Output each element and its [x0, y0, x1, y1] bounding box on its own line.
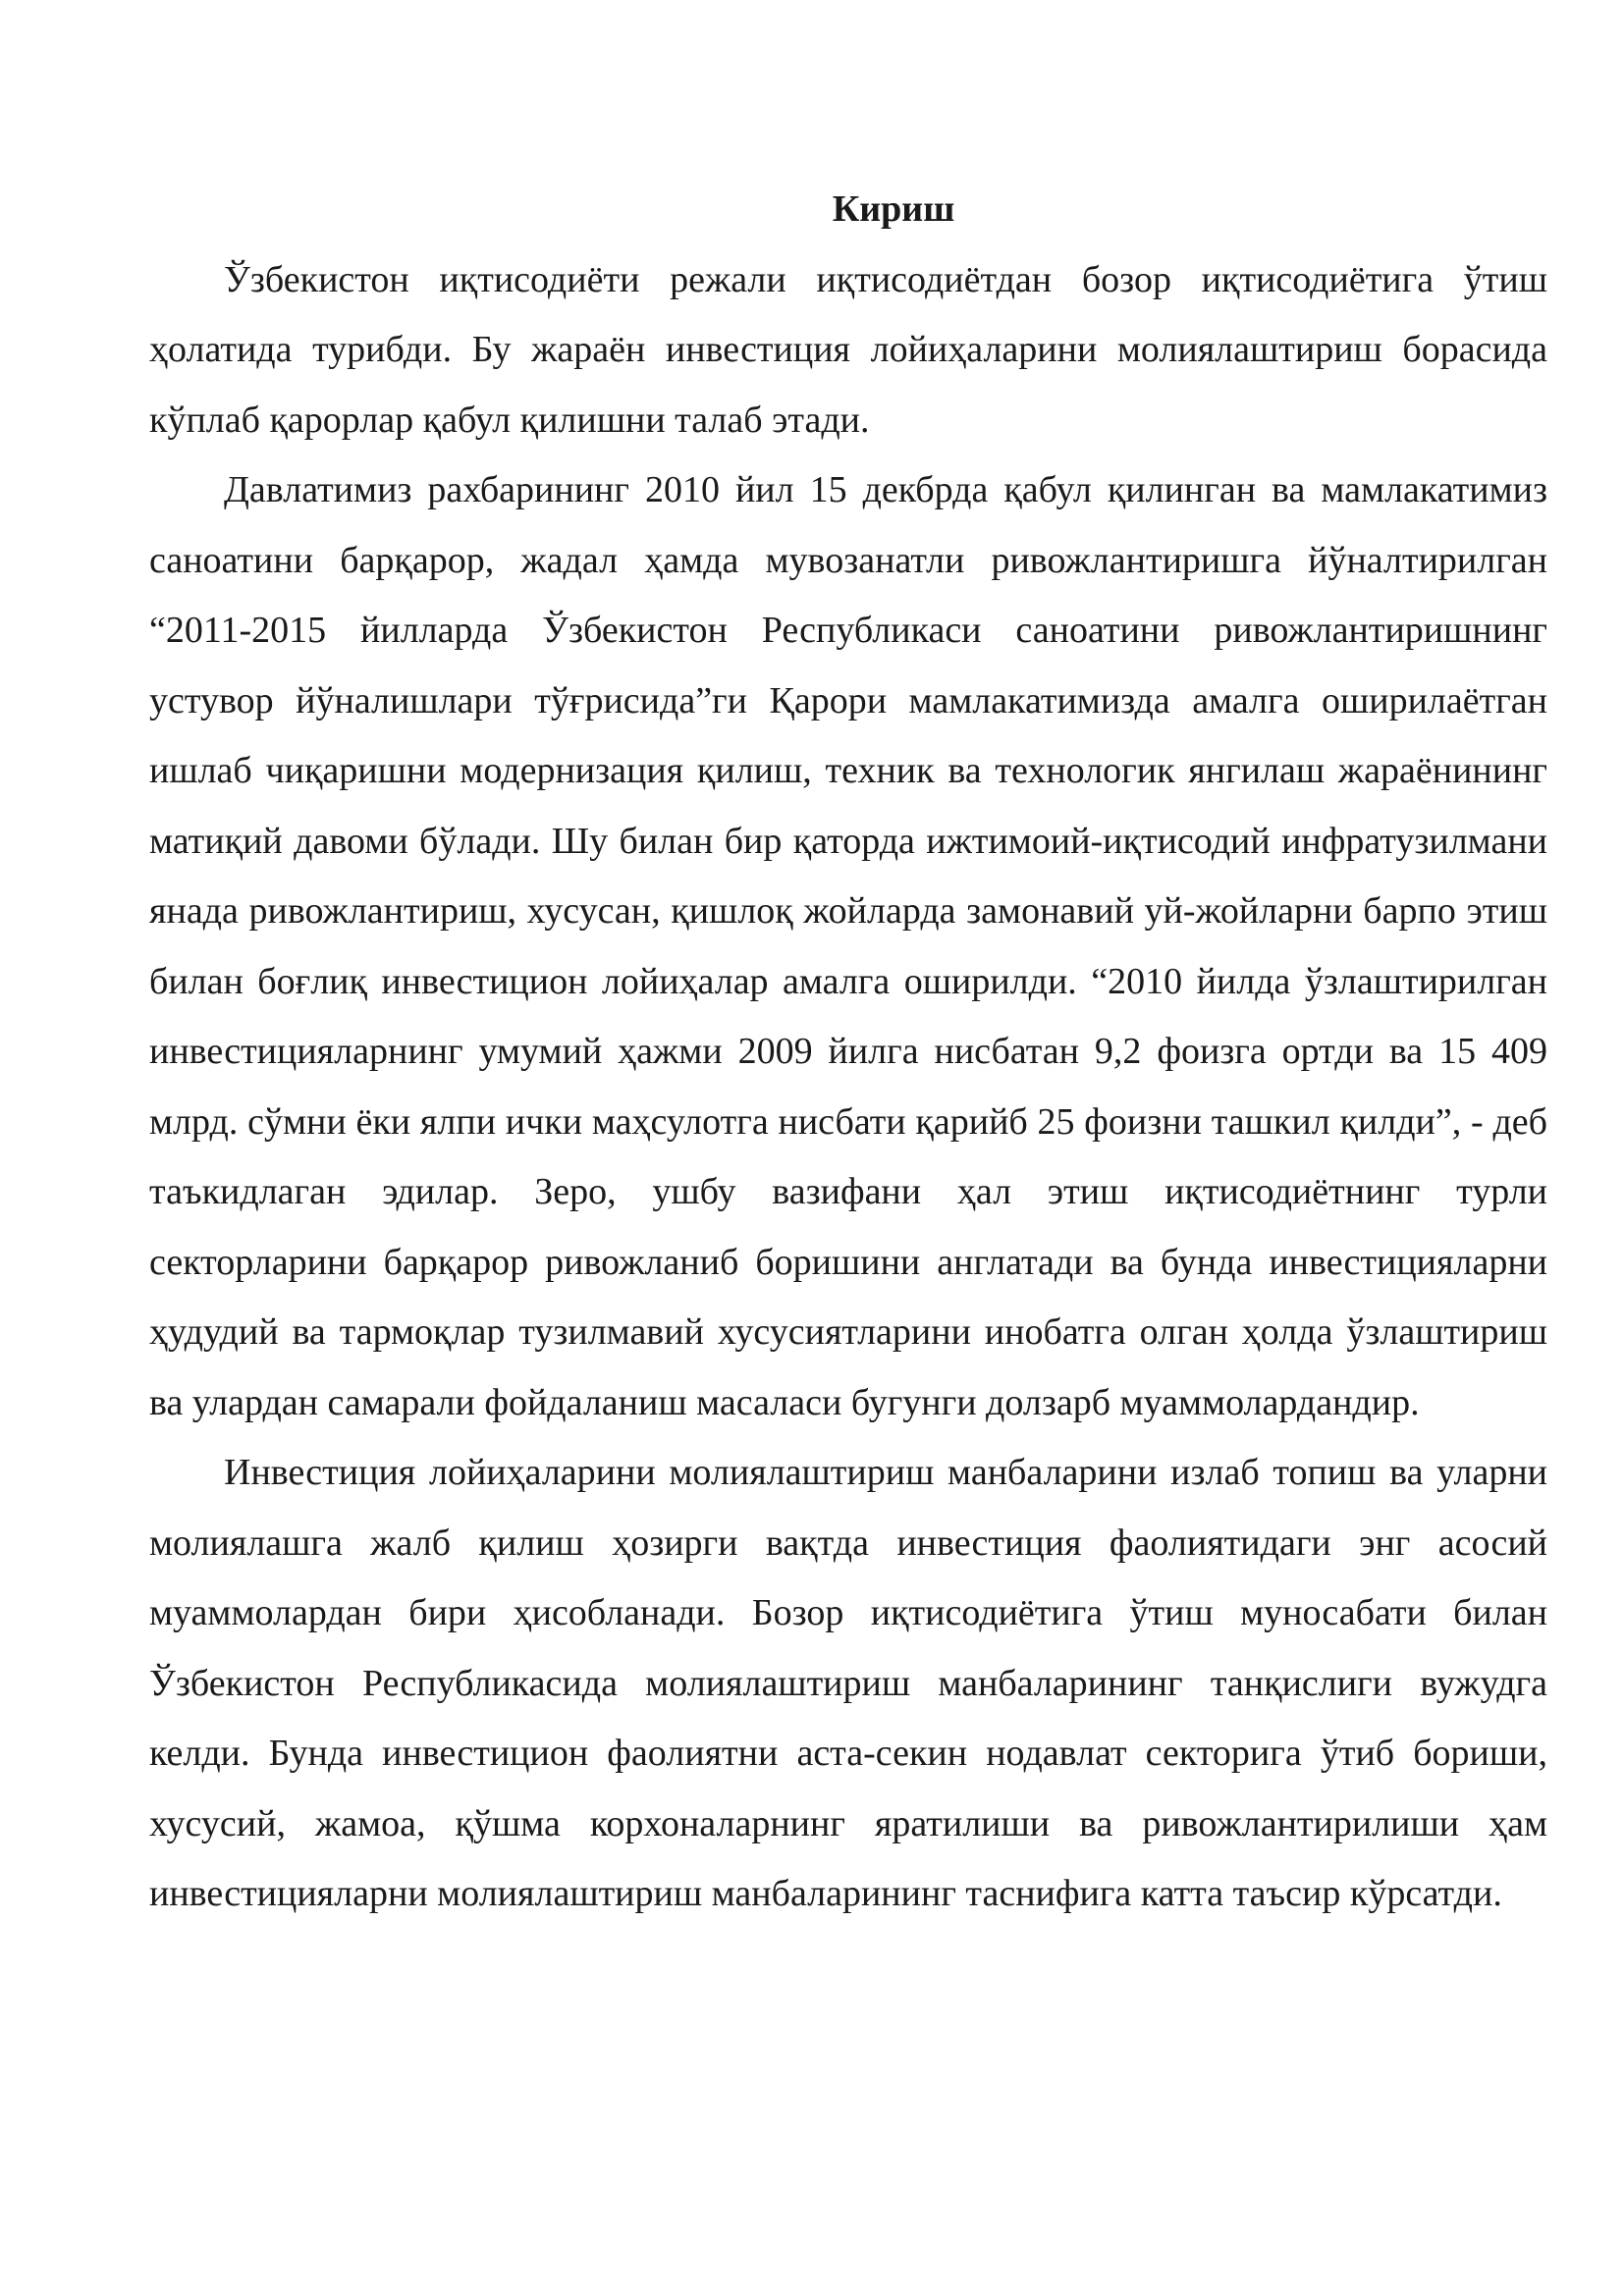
paragraph-2: Давлатимиз рахбарининг 2010 йил 15 декбрда қабул қилинган ва мамлакатимиз саноатини барқарор, жадал ҳамда мувозанатли ривожлантиришга йўналтирилган “2011-2015 йилларда Ўзбекистон Республикаси саноатини ривожлантиришнинг устувор йўналишлари тўғрисида”ги Қарори мамлакатимизда амалга оширилаётган ишлаб чиқаришни модернизация қилиш, техник ва технологик янгилаш жараёнининг матиқий давоми бўлади. Шу билан бир қаторда ижтимоий-иқтисодий инфратузилмани янада ривожлантириш, хусусан, қишлоқ жойларда замонавий уй-жойларни барпо этиш билан боғлиқ инвестицион лойиҳалар амалга оширилди. “2010 йилда ўзлаштирилган инвестицияларнинг умумий ҳажми 2009 йилга нисбатан 9,2 фоизга ортди ва 15 409 млрд. сўмни ёки ялпи ички маҳсулотга нисбати қарийб 25 фоизни ташкил қилди”, - деб таъкидлаган эдилар. Зеро, ушбу вазифани ҳал этиш иқтисодиётнинг турли секторларини барқарор ривожланиб боришини англатади ва бунда инвестицияларни ҳудудий ва тармоқлар тузилмавий хусусиятларини инобатга олган ҳолда ўзлаштириш ва улардан самарали фойдаланиш масаласи бугунги долзарб муаммолардандир.: [149, 469, 1547, 1423]
paragraph-3: Инвестиция лойиҳаларини молиялаштириш манбаларини излаб топиш ва уларни молиялашга жалб қилиш ҳозирги вақтда инвестиция фаолиятидаги энг асосий муаммолардан бири ҳисобланади. Бозор иқтисодиётига ўтиш муносабати билан Ўзбекистон Республикасида молиялаштириш манбаларининг танқислиги вужудга келди. Бунда инвестицион фаолиятни аста-секин нодавлат секторига ўтиб бориши, хусусий, жамоа, қўшма корхоналарнинг яратилиши ва ривожлантирилиши ҳам инвестицияларни молиялаштириш манбаларининг таснифига катта таъсир кўрсатди.: [149, 1452, 1547, 1914]
document-body: [149, 175, 1547, 1930]
paragraph-1: Ўзбекистон иқтисодиёти режали иқтисодиётдан бозор иқтисодиётига ўтиш ҳолатида турибди. Бу жараён инвестиция лойиҳаларини молиялаштириш борасида кўплаб қарорлар қабул қилишни талаб этади.: [149, 258, 1547, 441]
page-title: Кириш: [832, 188, 955, 230]
